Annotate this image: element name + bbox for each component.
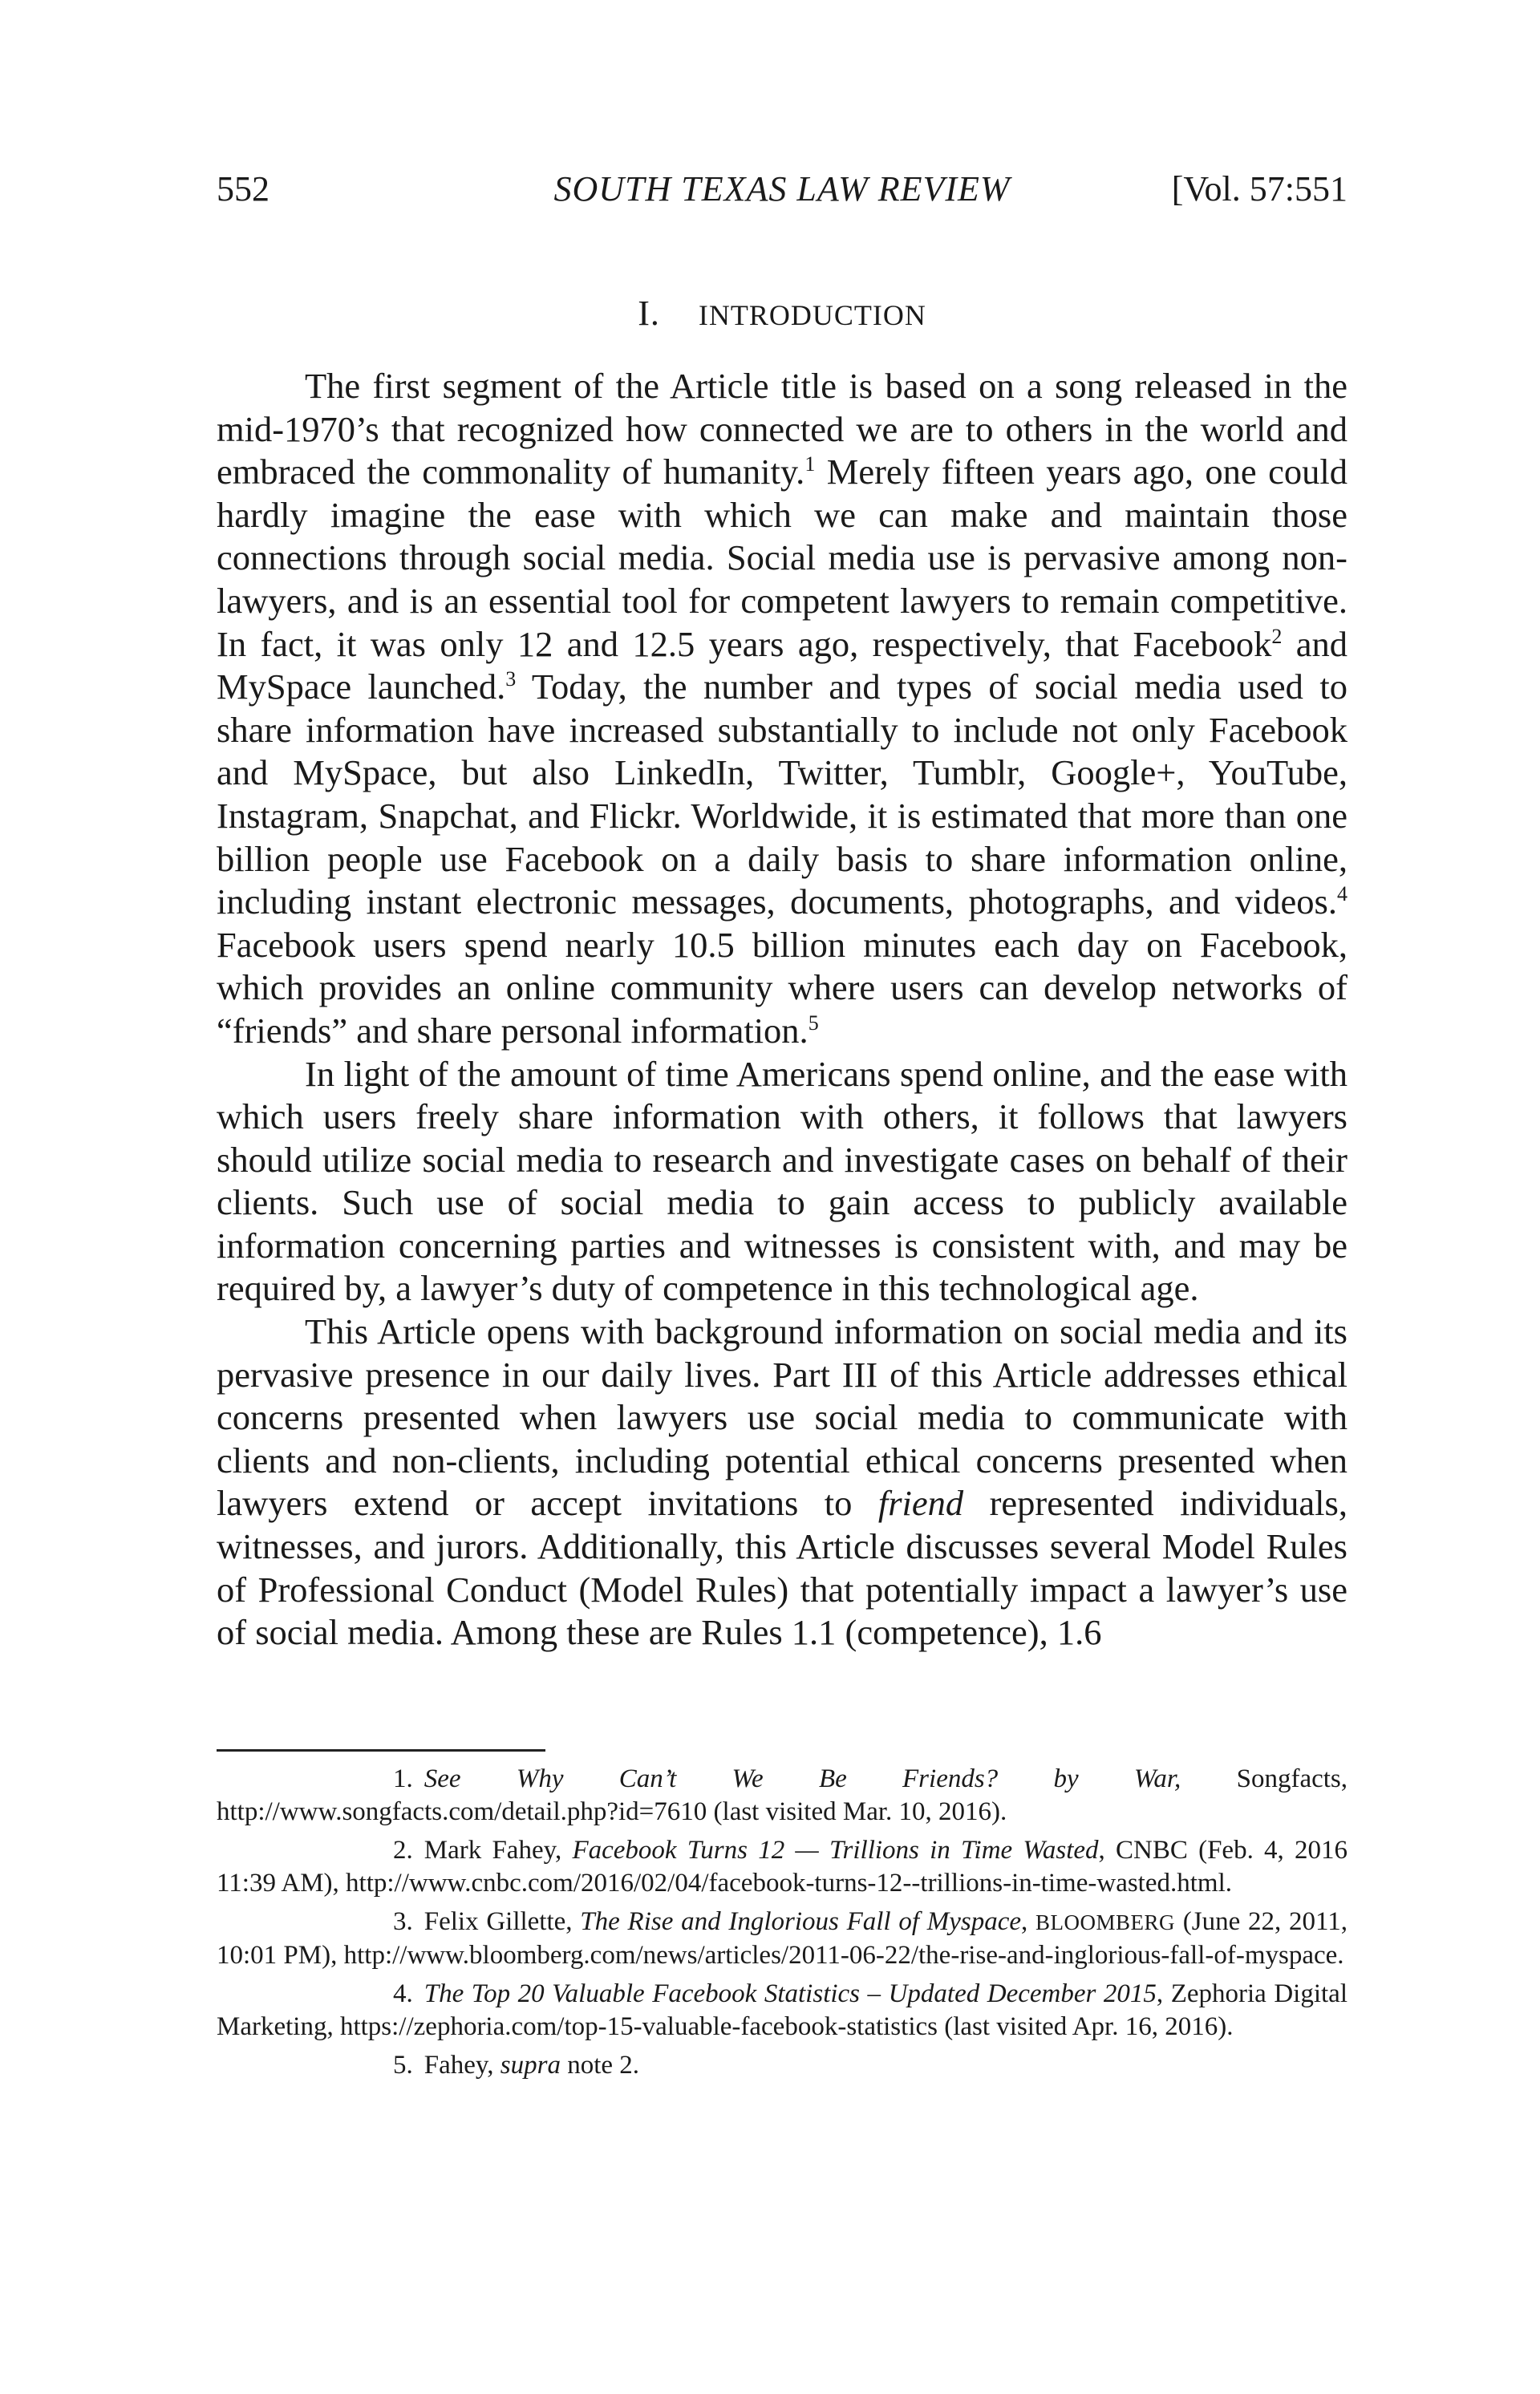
footnote-4 [217, 1978, 1348, 2043]
footnote-italic: Facebook Turns 12 — Trillions in Time Wasted [572, 1836, 1099, 1865]
section-heading [217, 293, 1348, 334]
footnote-ref-2[interactable]: 2 [1271, 624, 1283, 648]
section-title: INTRODUCTION [698, 299, 926, 331]
journal-title: SOUTH TEXAS LAW REVIEW [553, 169, 1011, 209]
footnote-italic: supra [500, 2051, 561, 2080]
running-header [217, 168, 1348, 217]
footnote-number: 3. [393, 1907, 413, 1936]
footnote-text: Songfacts, http://www.songfacts.com/detail.php?id=7610 (last visited Mar. 10, 2016). [217, 1764, 1348, 1826]
paragraph-2: In light of the amount of time Americans spend online, and the ease with which users freely share information with others, it follows that lawyers should utilize social media to research and investigate cases on behalf of their clients. Such use of social media to gain access to publicly available information concerning parties and witnesses is consistent with, and may be required by, a lawyer’s duty of competence in this technological age. [217, 1053, 1348, 1309]
footnote-italic: The Rise and Inglorious Fall of Myspace [580, 1907, 1022, 1936]
paragraph-text: Facebook users spend nearly 10.5 billion minutes each day on Facebook, which provides an online community where users can develop networks of “friends” and share personal information. [217, 924, 1348, 1051]
footnote-text: (June 22, 2011, 10:01 PM), http://www.bloomberg.com/news/articles/2011-06-22/the-rise-and-inglorious-fall-of-myspace. [217, 1907, 1348, 1970]
footnote-text: , Zephoria Digital Marketing, https://zephoria.com/top-15-valuable-facebook-statistics (last visited Apr. 16, 2016). [217, 1979, 1348, 2041]
footnotes [217, 1763, 1348, 2088]
footnote-text: Fahey, [424, 2051, 500, 2080]
paragraph-text: Today, the number and types of social media used to share information have increased substantially to include not only Facebook and MySpace, but also LinkedIn, Twitter, Tumblr, Google+, YouTube, Instagram, Snapchat, and Flickr. Worldwide, it is estimated that more than one billion people use Facebook on a daily basis to share information online, including instant electronic messages, documents, photographs, and videos. [217, 666, 1348, 922]
footnote-number: 1. [393, 1764, 413, 1793]
footnote-number: 4. [393, 1979, 413, 2008]
italic-term: friend [877, 1483, 964, 1524]
footnote-number: 2. [393, 1836, 413, 1865]
footnote-5 [217, 2049, 1348, 2082]
footnote-1 [217, 1763, 1348, 1828]
paragraph-text: Merely fifteen years ago, one could hardly imagine the ease with which we can make and maintain those connections through social media. Social media use is pervasive among non-lawyers, and is an essential tool for competent lawyers to remain competitive. In fact, it was only 12 and 12.5 years ago, respectively, that Facebook [217, 452, 1348, 664]
paragraph-text: This Article opens with background information on social media and its pervasive presence in our daily lives. Part III of this Article addresses ethical concerns presented when lawyers use social media to communicate with clients and non-clients, including potential ethical concerns presented when lawyers extend or accept invitations to [217, 1311, 1348, 1524]
footnote-text: Felix Gillette, [424, 1907, 581, 1936]
footnote-2 [217, 1834, 1348, 1899]
paragraph-1 [217, 365, 1348, 1053]
footnote-ref-4[interactable]: 4 [1337, 882, 1348, 906]
paragraph-text: and MySpace launched. [217, 623, 1348, 707]
footnote-3 [217, 1906, 1348, 1971]
paragraph-text: The first segment of the Article title is based on a song released in the mid-1970’s that recognized how connected we are to others in the world and embraced the commonality of humanity. [217, 366, 1348, 492]
footnote-ref-3[interactable]: 3 [505, 667, 517, 691]
section-numeral: I. [638, 294, 660, 333]
article-body [217, 365, 1348, 1655]
footnote-source: BLOOMBERG [1035, 1910, 1176, 1934]
volume-citation: [Vol. 57:551 [1171, 169, 1348, 209]
footnote-ref-1[interactable]: 1 [804, 452, 816, 476]
footnote-number: 5. [393, 2051, 413, 2080]
footnote-text: Mark Fahey, [424, 1836, 573, 1865]
footnote-text: note 2. [560, 2051, 640, 2080]
footnote-text: , CNBC (Feb. 4, 2016 11:39 AM), http://www.cnbc.com/2016/02/04/facebook-turns-12--trillions-in-time-wasted.html. [217, 1836, 1348, 1898]
paragraph-text: represented individuals, witnesses, and jurors. Additionally, this Article discusses several Model Rules of Professional Conduct (Model Rules) that potentially impact a lawyer’s use of social media. Among these are Rules 1.1 (competence), 1.6 [217, 1483, 1348, 1653]
page-number: 552 [217, 169, 270, 209]
footnote-text: , [1021, 1907, 1036, 1936]
footnote-divider [217, 1749, 545, 1752]
paragraph-3 [217, 1310, 1348, 1655]
footnote-italic: The Top 20 Valuable Facebook Statistics – Updated December 2015 [424, 1979, 1157, 2008]
footnote-italic: See Why Can’t We Be Friends? by War, [424, 1764, 1181, 1793]
footnote-ref-5[interactable]: 5 [808, 1011, 819, 1035]
